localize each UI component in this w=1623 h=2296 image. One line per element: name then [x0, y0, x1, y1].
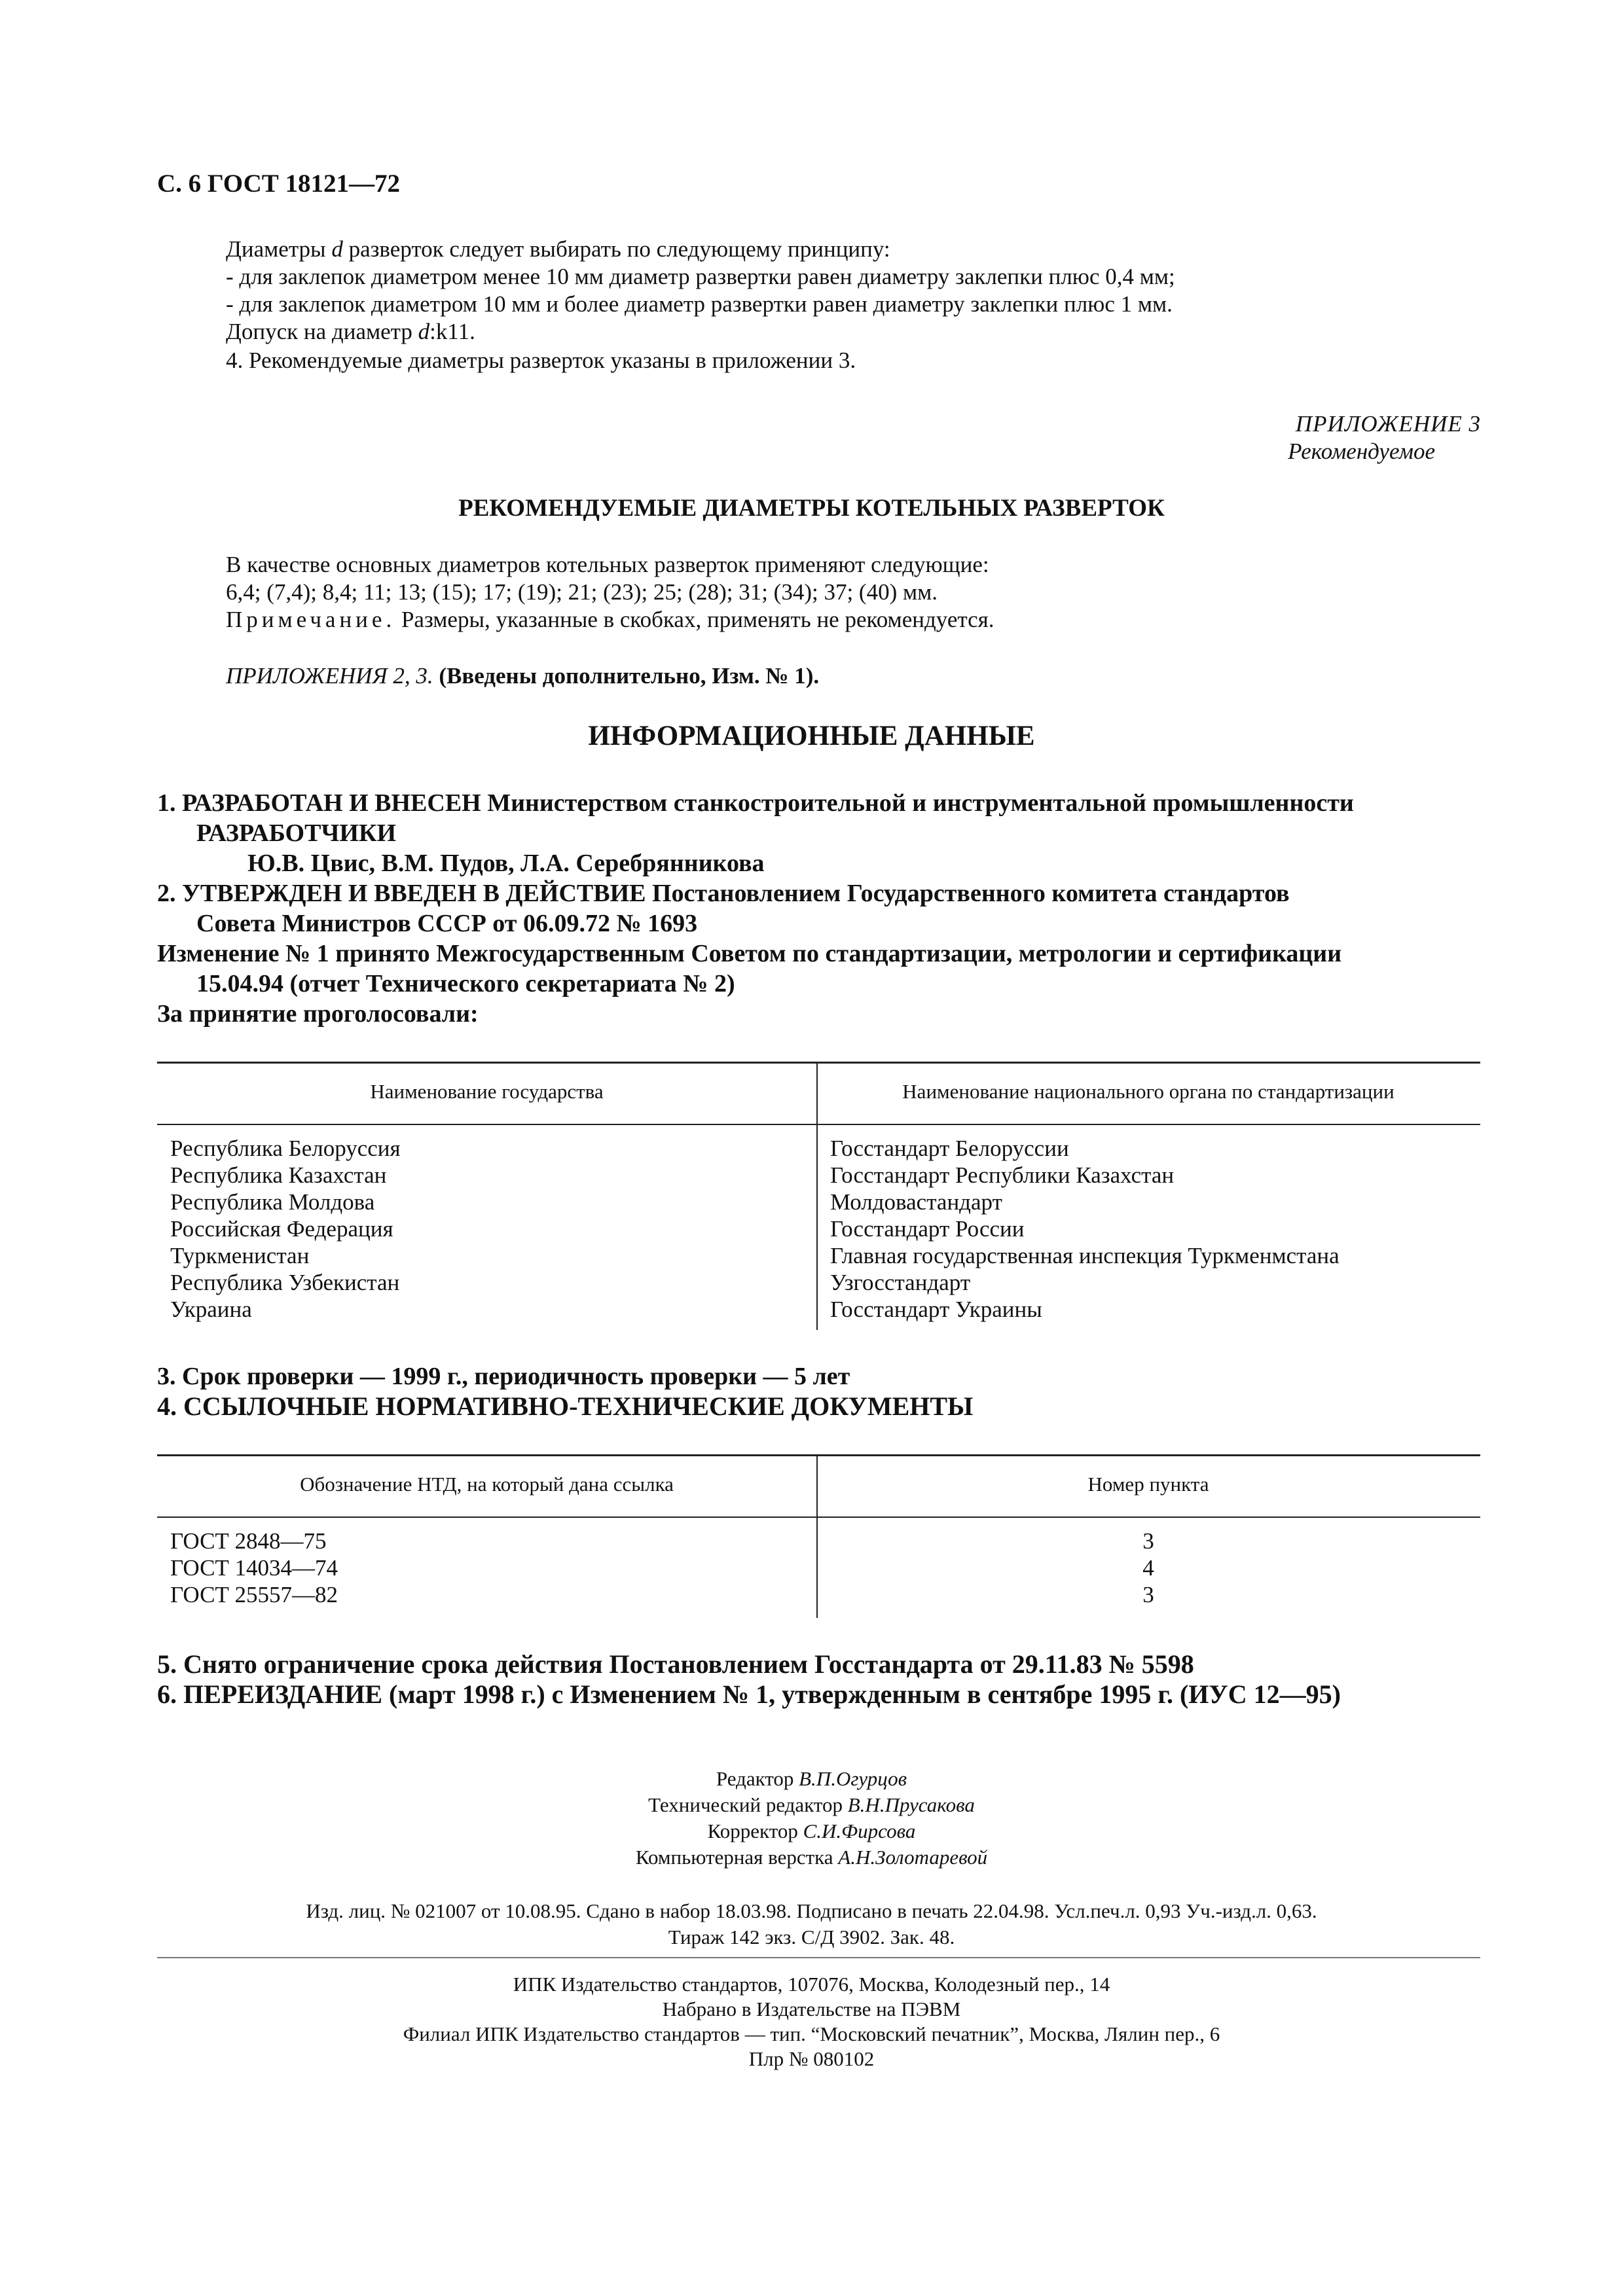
- info-item-1b: РАЗРАБОТЧИКИ: [196, 819, 397, 847]
- appendix-intro-text: (Введены дополнительно, Изм. № 1).: [433, 663, 820, 689]
- table-row: Молдовастандарт: [830, 1189, 1002, 1215]
- refs-col-clauses: [816, 1528, 1480, 1608]
- credit-tech-label: Технический редактор: [648, 1793, 848, 1816]
- credit-corrector-label: Корректор: [707, 1820, 803, 1842]
- appendix-line-1: В качестве основных диаметров котельных разверток применяют следующие:: [226, 552, 989, 577]
- intro-line-1-var: d: [331, 236, 343, 262]
- intro-line-4-var: d: [418, 319, 430, 344]
- voting-col-states: [170, 1135, 401, 1323]
- appendix-intro-note: [226, 662, 819, 690]
- info-change-a: Изменение № 1 принято Межгосударственным Советом по стандартизации, метрологии и сертификации: [157, 940, 1342, 967]
- imprint-line-1: Изд. лиц. № 021007 от 10.08.95. Сдано в набор 18.03.98. Подписано в печать 22.04.98. Усл.печ.л. 0,93 Уч.-изд.л. 0,63.: [306, 1899, 1317, 1922]
- intro-line-1-pre: Диаметры: [226, 236, 332, 262]
- table-row: Главная государственная инспекция Туркменмстана: [830, 1243, 1340, 1268]
- credit-editor-name: В.П.Огурцов: [799, 1767, 907, 1790]
- table-row: Украина: [170, 1297, 252, 1322]
- info-item-4: 4. ССЫЛОЧНЫЕ НОРМАТИВНО-ТЕХНИЧЕСКИЕ ДОКУМЕНТЫ: [157, 1391, 974, 1421]
- table-row: ГОСТ 14034—74: [170, 1555, 338, 1581]
- voting-col-bodies: [830, 1135, 1340, 1323]
- imprint-line-4: Набрано в Издательстве на ПЭВМ: [662, 1998, 961, 2020]
- info-item-2b: Совета Министров СССР от 06.09.72 № 1693: [196, 910, 698, 937]
- imprint-line-5: Филиал ИПК Издательство стандартов — тип. “Московский печатник”, Москва, Лялин пер., 6: [403, 2022, 1220, 2045]
- table-row: Госстандарт Белоруссии: [830, 1136, 1069, 1161]
- table-row: 3: [1142, 1528, 1154, 1554]
- table-row: ГОСТ 25557—82: [170, 1582, 338, 1607]
- appendix-note: [226, 606, 994, 634]
- table-row: Республика Узбекистан: [170, 1270, 400, 1295]
- intro-line-5: 4. Рекомендуемые диаметры разверток указаны в приложении 3.: [226, 348, 856, 373]
- info-change-b: 15.04.94 (отчет Технического секретариата № 2): [196, 970, 735, 997]
- credit-layout-name: А.Н.Золотаревой: [838, 1846, 988, 1869]
- info-item-5: 5. Снято ограничение срока действия Постановлением Госстандарта от 29.11.83 № 5598: [157, 1649, 1194, 1679]
- table-row: Госстандарт Украины: [830, 1297, 1042, 1322]
- info-item-1c: Ю.В. Цвис, В.М. Пудов, Л.А. Серебрянникова: [247, 850, 765, 877]
- info-item-3: 3. Срок проверки — 1999 г., периодичность проверки — 5 лет: [157, 1363, 850, 1390]
- refs-header-doc: Обозначение НТД, на который дана ссылка: [300, 1473, 674, 1496]
- voting-table: [157, 1062, 1480, 1330]
- appendix-title: РЕКОМЕНДУЕМЫЕ ДИАМЕТРЫ КОТЕЛЬНЫХ РАЗВЕРТОК: [458, 495, 1165, 522]
- table-row: Узгосстандарт: [830, 1270, 971, 1295]
- intro-line-4: [226, 318, 475, 346]
- table-row: Госстандарт России: [830, 1216, 1025, 1242]
- appendix-line-2: 6,4; (7,4); 8,4; 11; 13; (15); 17; (19); 21; (23); 25; (28); 31; (34); 37; (40) мм.: [226, 579, 938, 605]
- imprint-line-2: Тираж 142 экз. С/Д 3902. Зак. 48.: [668, 1926, 955, 1948]
- appendix-note-label: Примечание.: [226, 607, 396, 632]
- refs-col-docs: [170, 1528, 338, 1608]
- table-row: 3: [1142, 1582, 1154, 1607]
- credit-tech-editor: [0, 1792, 1623, 1818]
- credit-layout: [0, 1844, 1623, 1871]
- intro-line-1-post: разверток следует выбирать по следующему принципу:: [342, 236, 890, 262]
- appendix-note-text: Размеры, указанные в скобках, применять не рекомендуется.: [395, 607, 994, 632]
- intro-line-2: - для заклепок диаметром менее 10 мм диаметр развертки равен диаметру заклепки плюс 0,4 мм;: [226, 264, 1175, 289]
- credit-editor-label: Редактор: [716, 1767, 799, 1790]
- voting-header-body: Наименование национального органа по стандартизации: [902, 1080, 1395, 1103]
- intro-line-1: [226, 236, 890, 263]
- voting-header-state: Наименование государства: [370, 1080, 604, 1103]
- credit-tech-name: В.Н.Прусакова: [847, 1793, 975, 1816]
- intro-line-4-post: :k11.: [429, 319, 475, 344]
- intro-line-3: - для заклепок диаметром 10 мм и более диаметр развертки равен диаметру заклепки плюс 1 мм.: [226, 291, 1173, 317]
- credit-corrector: [0, 1818, 1623, 1844]
- imprint-line-3: ИПК Издательство стандартов, 107076, Москва, Колодезный пер., 14: [513, 1973, 1110, 1996]
- credit-corrector-name: С.И.Фирсова: [803, 1820, 916, 1842]
- page-header: С. 6 ГОСТ 18121—72: [157, 170, 400, 198]
- credit-editor: [0, 1766, 1623, 1792]
- appendix-intro-label: ПРИЛОЖЕНИЯ 2, 3.: [226, 663, 433, 689]
- info-item-1a: 1. РАЗРАБОТАН И ВНЕСЕН Министерством станкостроительной и инструментальной промышленности: [157, 789, 1354, 817]
- table-row: ГОСТ 2848—75: [170, 1528, 327, 1554]
- table-row: Республика Молдова: [170, 1189, 375, 1215]
- refs-header-clause: Номер пункта: [1087, 1473, 1209, 1496]
- info-item-2a: 2. УТВЕРЖДЕН И ВВЕДЕН В ДЕЙСТВИЕ Постановлением Государственного комитета стандартов: [157, 880, 1290, 907]
- info-item-6: 6. ПЕРЕИЗДАНИЕ (март 1998 г.) с Изменением № 1, утвержденным в сентябре 1995 г. (ИУС 12—95): [157, 1679, 1341, 1709]
- table-row: Туркменистан: [170, 1243, 310, 1268]
- info-voted: За принятие проголосовали:: [157, 1000, 479, 1028]
- refs-table: [157, 1454, 1480, 1618]
- table-row: Российская Федерация: [170, 1216, 393, 1242]
- table-row: Республика Казахстан: [170, 1162, 387, 1188]
- table-row: 4: [1142, 1555, 1154, 1581]
- imprint-line-6: Плр № 080102: [748, 2047, 875, 2070]
- table-row: Госстандарт Республики Казахстан: [830, 1162, 1175, 1188]
- appendix-status: Рекомендуемое: [1288, 439, 1435, 464]
- credit-layout-label: Компьютерная верстка: [635, 1846, 839, 1869]
- intro-line-4-pre: Допуск на диаметр: [226, 319, 418, 344]
- appendix-label: ПРИЛОЖЕНИЕ 3: [1295, 411, 1481, 437]
- imprint-divider: [157, 1957, 1480, 1958]
- info-title: ИНФОРМАЦИОННЫЕ ДАННЫЕ: [588, 721, 1035, 751]
- table-row: Республика Белоруссия: [170, 1136, 401, 1161]
